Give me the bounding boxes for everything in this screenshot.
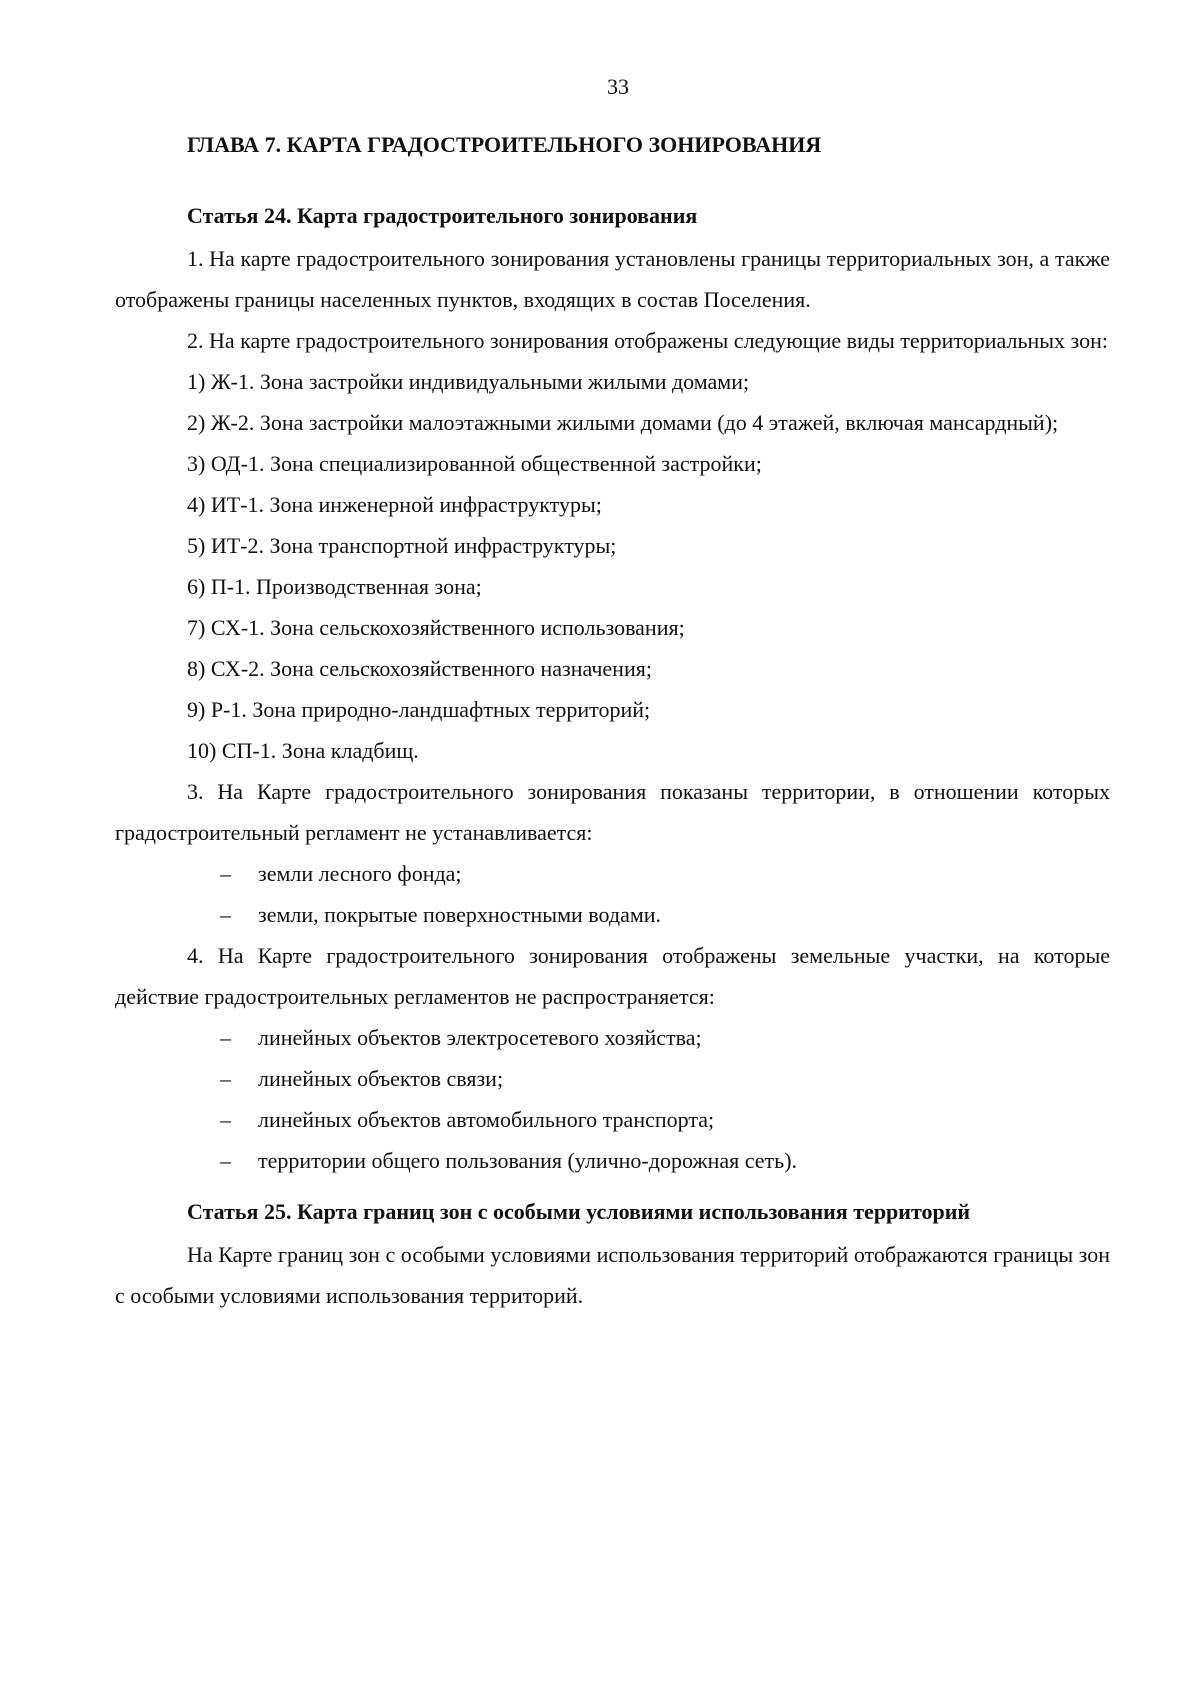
list-item: – земли лесного фонда; (115, 853, 1110, 894)
list-item: – линейных объектов автомобильного транспорта; (115, 1099, 1110, 1140)
chapter-title: ГЛАВА 7. КАРТА ГРАДОСТРОИТЕЛЬНОГО ЗОНИРОВАНИЯ (187, 132, 822, 157)
page-body (115, 124, 1110, 1316)
article-25-paragraph: На Карте границ зон с особыми условиями использования территорий отображаются границы зон с особыми условиями использования территорий. (115, 1242, 1110, 1308)
list-item: – территории общего пользования (улично-дорожная сеть). (115, 1140, 1110, 1181)
paragraph-3: 3. На Карте градостроительного зонирования показаны территории, в отношении которых градостроительный регламент не устанавливается: (115, 779, 1110, 845)
zone-item: 8) СХ-2. Зона сельскохозяйственного назначения; (187, 656, 652, 681)
article-24-title: Статья 24. Карта градостроительного зонирования (187, 203, 698, 228)
article-25-title: Статья 25. Карта границ зон с особыми условиями использования территорий (187, 1199, 971, 1224)
zone-item: 9) Р-1. Зона природно-ландшафтных территорий; (187, 697, 651, 722)
list-item: – линейных объектов электросетевого хозяйства; (115, 1017, 1110, 1058)
paragraph-1: 1. На карте градостроительного зонирования установлены границы территориальных зон, а также отображены границы населенных пунктов, входящих в состав Поселения. (115, 246, 1110, 312)
zone-item: 2) Ж-2. Зона застройки малоэтажными жилыми домами (до 4 этажей, включая мансардный); (187, 410, 1059, 435)
zone-item: 3) ОД-1. Зона специализированной общественной застройки; (187, 451, 762, 476)
zone-item: 5) ИТ-2. Зона транспортной инфраструктуры; (187, 533, 617, 558)
page-number: 33 (607, 74, 629, 99)
list-item: – линейных объектов связи; (115, 1058, 1110, 1099)
zone-item: 1) Ж-1. Зона застройки индивидуальными жилыми домами; (187, 369, 750, 394)
zone-item: 6) П-1. Производственная зона; (187, 574, 482, 599)
zone-item: 7) СХ-1. Зона сельскохозяйственного использования; (187, 615, 685, 640)
list-item: – земли, покрытые поверхностными водами. (115, 894, 1110, 935)
paragraph-4: 4. На Карте градостроительного зонирования отображены земельные участки, на которые действие градостроительных регламентов не распространяется: (115, 943, 1110, 1009)
zone-item: 10) СП-1. Зона кладбищ. (187, 738, 419, 763)
paragraph-2: 2. На карте градостроительного зонирования отображены следующие виды территориальных зон: (187, 328, 1108, 353)
zone-item: 4) ИТ-1. Зона инженерной инфраструктуры; (187, 492, 602, 517)
